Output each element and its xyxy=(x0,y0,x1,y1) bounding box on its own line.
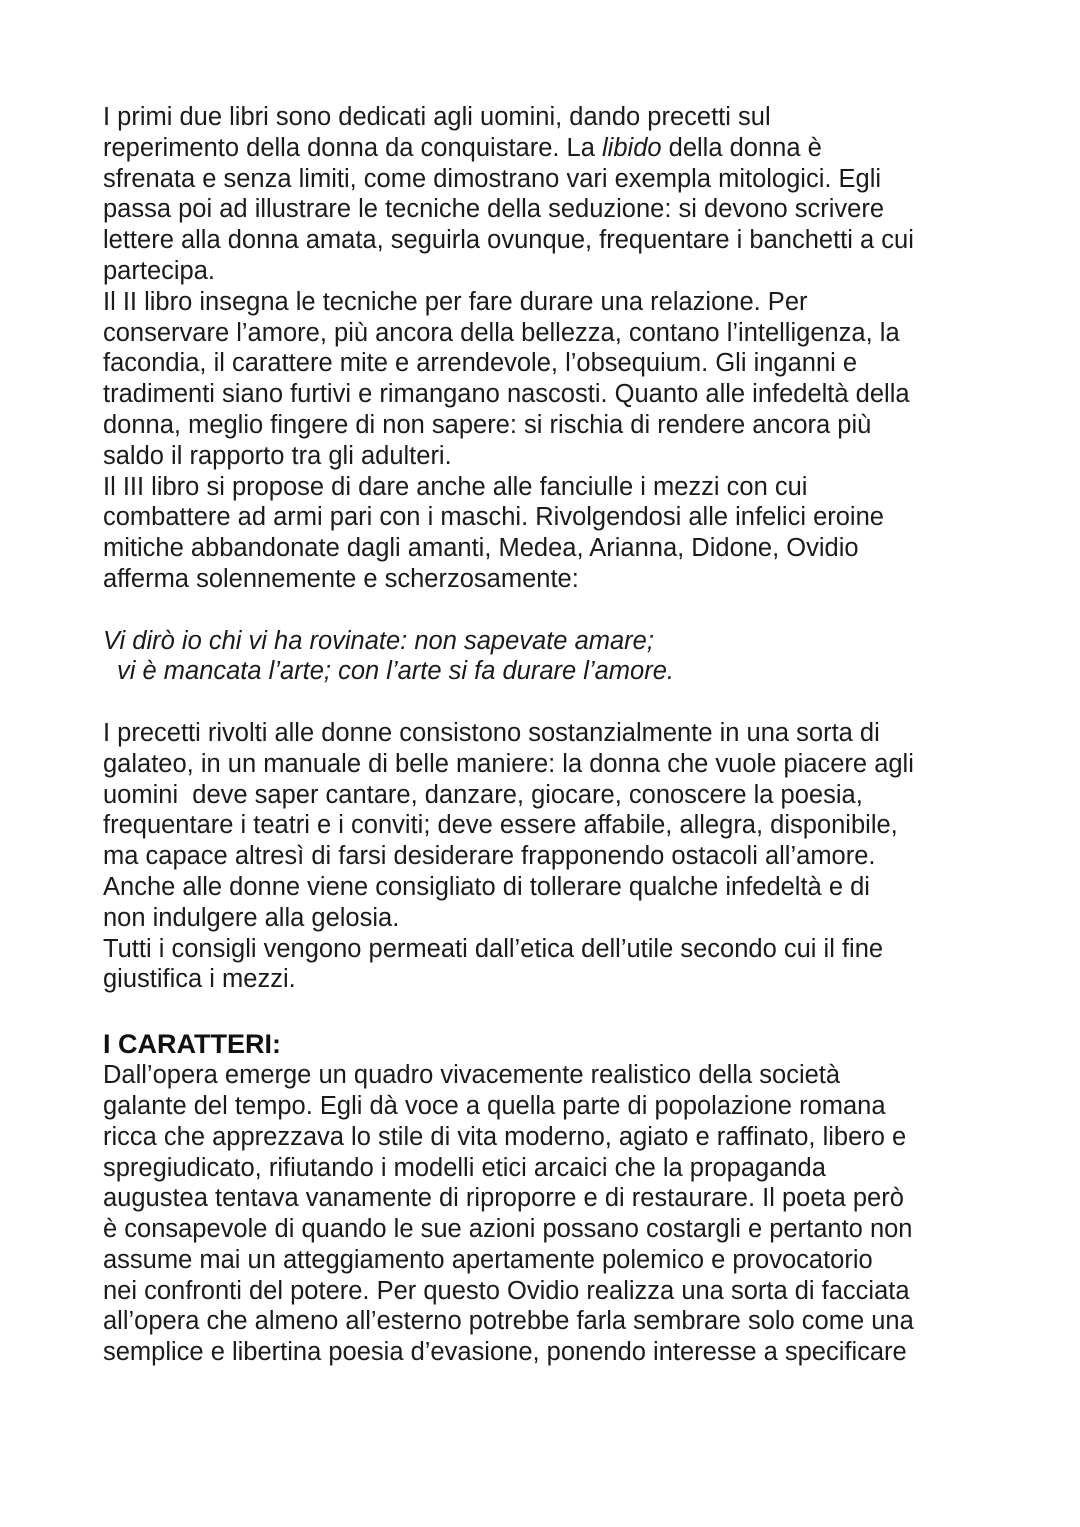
text-line: passa poi ad illustrare le tecniche della seduzione: si devono scrivere xyxy=(103,195,885,224)
italic-term-libido: libido xyxy=(602,133,662,162)
text-line: ma capace altresì di farsi desiderare frapponendo ostacoli all’amore. xyxy=(103,842,876,871)
text-line: I precetti rivolti alle donne consistono sostanzialmente in una sorta di xyxy=(103,718,880,747)
text-line: uomini deve saper cantare, danzare, giocare, conoscere la poesia, xyxy=(103,780,863,809)
paragraph-precepts-women xyxy=(103,718,1003,934)
text-line: partecipa. xyxy=(103,256,215,285)
text-line: Anche alle donne viene consigliato di tollerare qualche infedeltà e di xyxy=(103,872,870,901)
text-line: Tutti i consigli vengono permeati dall’etica dell’utile secondo cui il fine xyxy=(103,934,884,963)
text-line: combattere ad armi pari con i maschi. Rivolgendosi alle infelici eroine xyxy=(103,503,884,532)
text-line: galante del tempo. Egli dà voce a quella parte di popolazione romana xyxy=(103,1091,886,1120)
quote-line: Vi dirò io chi vi ha rovinate: non sapevate amare; xyxy=(103,626,654,655)
text-line: conservare l’amore, più ancora della bellezza, contano l’intelligenza, la xyxy=(103,318,900,347)
text-line: spregiudicato, rifiutando i modelli etici arcaici che la propaganda xyxy=(103,1153,826,1182)
text-line: Il III libro si propose di dare anche alle fanciulle i mezzi con cui xyxy=(103,472,808,501)
text-line: frequentare i teatri e i conviti; deve essere affabile, allegra, disponibile, xyxy=(103,811,898,840)
verse-quote xyxy=(103,626,1003,688)
text-line: augustea tentava vanamente di riproporre e di restaurare. Il poeta però xyxy=(103,1184,904,1213)
text-line: sfrenata e senza limiti, come dimostrano vari exempla mitologici. Egli xyxy=(103,164,882,193)
paragraph-second-book xyxy=(103,287,1003,472)
paragraph-ethics xyxy=(103,934,1003,996)
text-line xyxy=(103,133,1003,164)
text-run: della donna è xyxy=(661,133,822,162)
spacer xyxy=(103,995,1003,1028)
paragraph-first-books xyxy=(103,102,1003,287)
quote-line: vi è mancata l’arte; con l’arte si fa durare l’amore. xyxy=(117,657,674,686)
text-run: reperimento della donna da conquistare. La xyxy=(103,133,603,162)
text-line: donna, meglio fingere di non sapere: si rischia di rendere ancora più xyxy=(103,410,872,439)
text-line: semplice e libertina poesia d’evasione, ponendo interesse a specificare xyxy=(103,1338,907,1367)
text-line: assume mai un atteggiamento apertamente polemico e provocatorio xyxy=(103,1245,873,1274)
spacer xyxy=(103,687,1003,718)
text-line: all’opera che almeno all’esterno potrebbe farla sembrare solo come una xyxy=(103,1307,914,1336)
text-line: Dall’opera emerge un quadro vivacemente realistico della società xyxy=(103,1061,841,1090)
text-line: afferma solennemente e scherzosamente: xyxy=(103,564,579,593)
text-line: facondia, il carattere mite e arrendevole, l’obsequium. Gli inganni e xyxy=(103,349,858,378)
text-line: giustifica i mezzi. xyxy=(103,965,296,994)
text-line: non indulgere alla gelosia. xyxy=(103,903,400,932)
text-line: I primi due libri sono dedicati agli uomini, dando precetti sul xyxy=(103,103,771,131)
section-heading: I CARATTERI: xyxy=(103,1029,281,1060)
text-line: lettere alla donna amata, seguirla ovunque, frequentare i banchetti a cui xyxy=(103,226,914,255)
text-line: mitiche abbandonate dagli amanti, Medea, Arianna, Didone, Ovidio xyxy=(103,534,859,563)
spacer xyxy=(103,595,1003,626)
text-line: ricca che apprezzava lo stile di vita moderno, agiato e raffinato, libero e xyxy=(103,1122,907,1151)
paragraph-third-book xyxy=(103,472,1003,595)
text-line: Il II libro insegna le tecniche per fare durare una relazione. Per xyxy=(103,287,808,316)
paragraph-characters xyxy=(103,1060,1003,1368)
text-line: è consapevole di quando le sue azioni possano costargli e pertanto non xyxy=(103,1215,913,1244)
text-line: galateo, in un manuale di belle maniere: la donna che vuole piacere agli xyxy=(103,749,914,778)
document-page xyxy=(103,102,1003,1368)
text-line: saldo il rapporto tra gli adulteri. xyxy=(103,441,452,470)
text-line: nei confronti del potere. Per questo Ovidio realizza una sorta di facciata xyxy=(103,1276,910,1305)
text-line: tradimenti siano furtivi e rimangano nascosti. Quanto alle infedeltà della xyxy=(103,380,910,409)
